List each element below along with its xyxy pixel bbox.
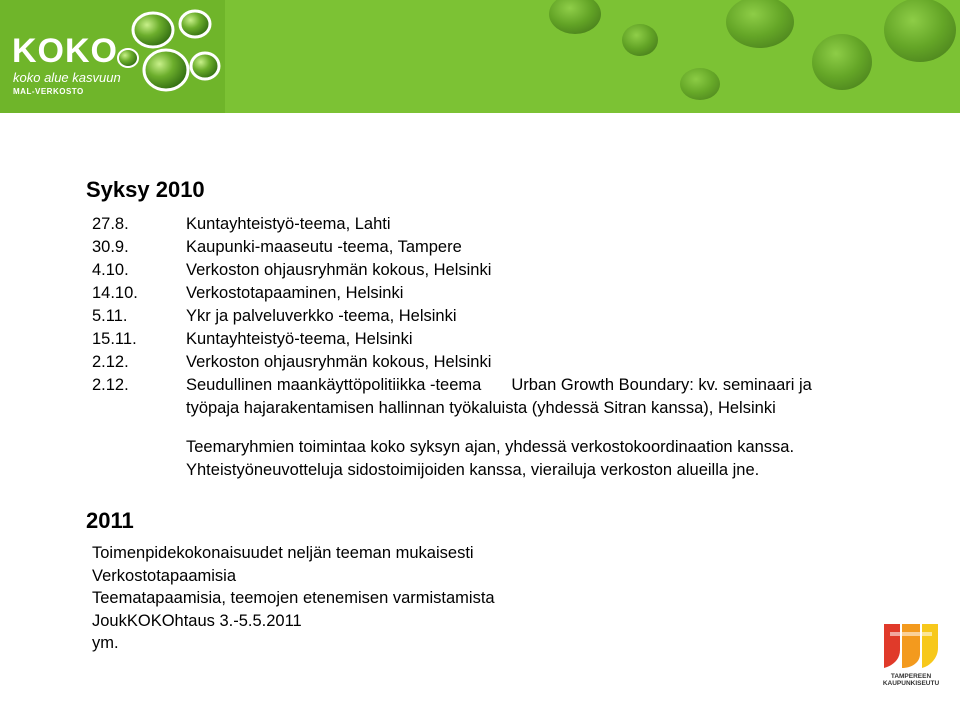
event-subtitle: Urban Growth Boundary: kv. seminaari ja [511,376,812,394]
event-date: 4.10. [92,261,129,279]
tampere-label-line: KAUPUNKISEUTU [882,680,940,687]
logo-tagline: koko alue kasvuun [13,70,121,85]
list-item [92,213,912,236]
event-text: Verkostotapaaminen, Helsinki [186,284,404,302]
event-text: Kuntayhteistyö-teema, Helsinki [186,330,413,348]
logo-word: KOKO [12,32,118,70]
list-item: Verkostotapaamisia [92,566,236,585]
event-text: Ykr ja palveluverkko -teema, Helsinki [186,307,457,325]
summary-line: Teemaryhmien toimintaa koko syksyn ajan, yhdessä verkostokoordinaation kanssa. [186,438,795,456]
plan-list [92,542,495,655]
bubble-decoration-icon [0,0,960,113]
event-text: Seudullinen maankäyttöpolitiikka -teema [186,376,482,394]
list-item: Teematapaamisia, teemojen etenemisen varmistamista [92,589,495,607]
event-date: 27.8. [92,215,129,233]
event-date: 5.11. [92,307,128,325]
section-heading-2011: 2011 [86,508,134,533]
list-item: ym. [92,634,119,652]
autumn-summary [186,436,794,482]
section-heading-autumn-2010: Syksy 2010 [86,177,205,202]
event-date: 30.9. [92,238,129,256]
tampere-logo-label [876,673,946,687]
event-date: 2.12. [92,353,129,371]
summary-line: Yhteistyöneuvotteluja sidostoimijoiden kanssa, vierailuja verkoston alueilla jne. [186,461,760,479]
event-date: 15.11. [92,330,137,348]
list-item: JoukKOKOhtaus 3.-5.5.2011 [92,611,302,630]
event-date: 14.10. [92,284,138,302]
header-banner [0,0,960,113]
event-continuation: työpaja hajarakentamisen hallinnan työkaluista (yhdessä Sitran kanssa), Helsinki [186,399,776,417]
event-text: Kaupunki-maaseutu -teema, Tampere [186,238,462,256]
list-item [92,374,912,397]
event-list [92,213,912,420]
list-item [92,282,912,305]
list-item [92,236,912,259]
logo-network-label: MAL-VERKOSTO [13,87,84,96]
event-date: 2.12. [92,376,129,394]
event-text: Verkoston ohjausryhmän kokous, Helsinki [186,353,492,371]
event-text: Kuntayhteistyö-teema, Lahti [186,215,391,233]
event-text-group [186,374,912,397]
event-text: Verkoston ohjausryhmän kokous, Helsinki [186,261,492,279]
list-item [92,328,912,351]
tampere-label-line: TAMPEREEN [890,673,932,680]
list-item [92,259,912,282]
list-item: Toimenpidekokonaisuudet neljän teeman mukaisesti [92,544,474,562]
list-item [92,305,912,328]
list-item [92,351,912,374]
